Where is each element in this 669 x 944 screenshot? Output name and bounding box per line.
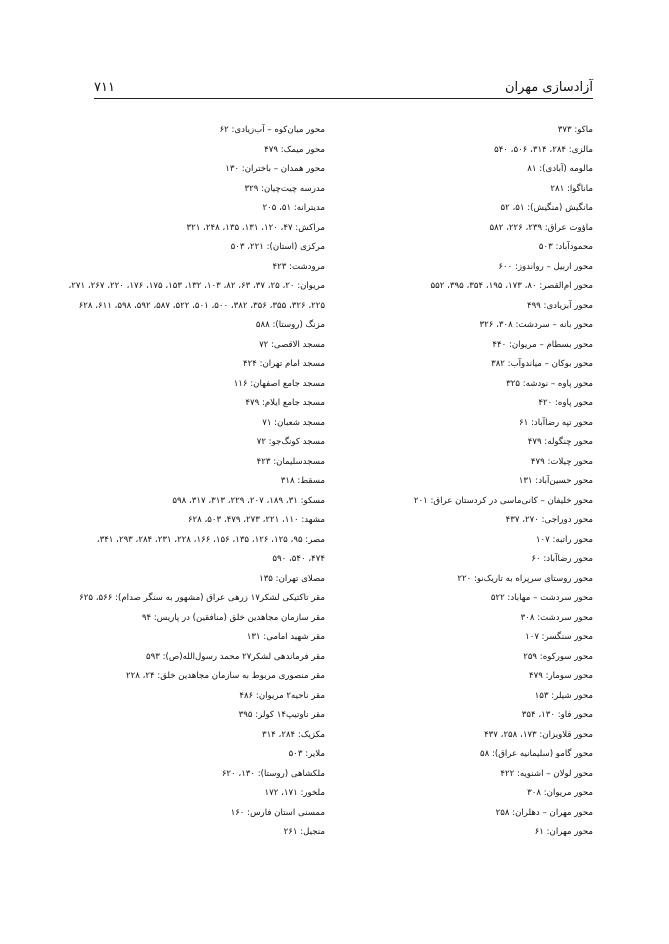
index-entry: مالومه (آبادی): ۸۱ (527, 164, 593, 174)
index-entry: محور چیلات: ۴۷۹ (530, 456, 593, 467)
index-entry: مقر تاکتیکی لشکر۱۷ زرهی عراق (مشهور به سنگر صدام): ۵۶۶، ۶۲۵ (79, 593, 325, 603)
index-entry: مریوان: ۲۰، ۲۵، ۳۷، ۶۳، ۸۲، ۱۰۳، ۱۳۲، ۱۵۳، ۱۷۵، ۱۷۶، ۲۲۰، ۲۶۷، ۲۷۱، (68, 281, 325, 291)
index-entry: ممسنی استان فارس: ۱۶۰ (230, 807, 325, 818)
index-entry: مسجد امام تهران: ۴۲۴ (242, 359, 325, 369)
page-number: ۷۱۱ (94, 80, 115, 95)
index-entry: مسکو: ۳۱، ۱۸۹، ۲۰۷، ۲۲۹، ۳۱۳، ۳۱۷، ۵۹۸ (172, 495, 325, 506)
index-entry: مسقط: ۳۱۸ (280, 476, 325, 486)
index-entry: محور فاو: ۱۳۰، ۳۵۴ (521, 710, 593, 720)
index-column-right (353, 121, 593, 843)
index-entry: محور میان‌کوه – آب‌زیادی: ۶۲ (219, 125, 325, 135)
index-entry: محور حسین‌آباد: ۱۳۱ (518, 476, 593, 486)
index-entry: ماؤوت عراق: ۲۳۹، ۲۲۶، ۵۸۲ (489, 222, 593, 233)
index-entry: مشهد: ۱۱۰، ۲۲۱، ۲۷۳، ۴۷۹، ۵۰۳، ۶۲۸ (187, 515, 325, 525)
index-entry: محور ام‌القصر: ۸۰، ۱۷۳، ۱۹۵، ۳۵۴، ۳۹۵، ۵۵۲ (430, 281, 593, 291)
index-entry: محور پاوه – نودشه: ۳۲۵ (506, 378, 593, 389)
index-entry: منجیل: ۲۶۱ (283, 827, 325, 837)
index-entry: مرودشت: ۴۲۳ (272, 261, 325, 272)
index-entry: محور سردشت – مهاباد: ۵۲۲ (490, 593, 593, 603)
index-entry: محور بوکان – میاندوآب: ۳۸۲ (491, 359, 593, 369)
index-entry: محور سردشت: ۳۰۸ (520, 612, 593, 623)
index-entry: مقر منصوری مربوط به سازمان مجاهدین خلق: ۲۴، ۲۲۸ (126, 671, 325, 681)
index-entry: محور آبزیادی: ۴۹۹ (526, 300, 593, 311)
index-entry: مسجد کونگ‌جو: ۷۲ (256, 437, 325, 447)
index-entry: محور گامو (سلیمانیه عراق): ۵۸ (480, 749, 593, 759)
index-entry: ۲۲۵، ۳۲۶، ۳۵۵، ۳۵۶، ۳۸۲، ۵۰۰، ۵۰۱، ۵۲۲، ۵۸۷، ۵۹۲، ۵۹۸، ۶۱۱، ۶۲۸ (78, 300, 325, 311)
index-entry: ملکشاهی (روستا): ۱۳۰، ۶۲۰ (221, 768, 325, 779)
index-entry: محور سورکوه: ۲۵۹ (523, 651, 593, 662)
index-entry: ملخور: ۱۷۱، ۱۷۲ (264, 788, 325, 798)
index-entry: مصر: ۹۵، ۱۲۵، ۱۲۶، ۱۳۵، ۱۵۶، ۱۶۶، ۲۲۸، ۲۳۱، ۲۸۴، ۲۹۳، ۳۴۱، (96, 534, 325, 545)
index-entry: محور روستای سرپراه به تاریک‌نو: ۲۲۰ (457, 573, 593, 584)
index-entry: مسجدسلیمان: ۴۲۳ (256, 456, 325, 467)
index-entry: محور راتبه: ۱۰۷ (535, 534, 593, 545)
index-entry: محور مهران: ۶۱ (534, 827, 593, 837)
index-entry: محور دوراجی: ۲۷۰، ۴۳۷ (505, 515, 593, 525)
index-entry: محور اربیل – رواندوز: ۶۰۰ (498, 261, 593, 272)
index-column-left (65, 121, 325, 843)
index-entry: ماناگوا: ۲۸۱ (550, 183, 593, 194)
index-entry: محور بانه – سردشت: ۳۰۸، ۳۲۶ (479, 320, 593, 330)
index-entry: مسجد الاقصی: ۷۲ (259, 339, 325, 350)
index-entry: مقر فرماندهی لشکر۲۷ محمد رسول‌الله(ص): ۵۹۳ (145, 651, 325, 662)
index-entry: محور میمک: ۴۷۹ (264, 144, 325, 155)
index-entry: محور خلیفان – کانی‌ماسی در کردستان عراق: ۲۰۱ (413, 495, 593, 506)
index-entry: ۴۷۴، ۵۴۰، ۵۹۰ (272, 554, 325, 564)
index-entry: مرکزی (استان): ۲۲۱، ۵۰۳ (230, 242, 325, 252)
index-entry: مزنگ (روستا): ۵۸۸ (255, 320, 325, 330)
index-entry: محور سنگسر: ۱۰۷ (525, 632, 593, 642)
index-entry: مصلای تهران: ۱۳۵ (259, 573, 325, 584)
index-entry: مقر ناحیه۲ مریوان: ۴۸۶ (239, 690, 325, 701)
running-header-title: آزادسازی مهران (504, 80, 593, 95)
index-entry: مقر سازمان مجاهدین خلق (منافقین) در پاریس: ۹۴ (141, 612, 325, 623)
index-entry: محور مهران – دهلران: ۲۵۸ (495, 807, 593, 818)
index-entry: محور چنگوله: ۴۷۹ (527, 437, 593, 447)
index-entry: محور پاوه: ۴۲۰ (538, 398, 593, 408)
index-entry: مالزی: ۲۸۴، ۳۱۴، ۵۰۶، ۵۴۰ (494, 144, 593, 155)
index-entry: مراکش: ۴۷، ۱۲۰، ۱۳۱، ۱۳۵، ۲۴۸، ۳۲۱ (186, 222, 325, 233)
index-entry: محور همدان – باختران: ۱۳۰ (225, 164, 325, 174)
index-entry: محور قلاویزان: ۱۷۳، ۲۵۸، ۴۳۷ (484, 729, 593, 740)
index-entry: مدیترانه: ۵۱، ۲۰۵ (262, 203, 325, 213)
index-entry: محور بسطام – مریوان: ۴۴۰ (492, 339, 593, 350)
index-entry: ملایر: ۵۰۳ (288, 749, 325, 759)
index-entry: مسجد شعبان: ۷۱ (262, 417, 325, 428)
index-entry: مقر ناوتیپ۱۴ کولر: ۳۹۵ (238, 710, 325, 720)
index-entry: مقر شهید امامی: ۱۳۱ (246, 632, 325, 642)
index-entry: مسجد جامع ایلام: ۴۷۹ (245, 398, 325, 408)
index-entry: محور سومار: ۴۷۹ (529, 671, 593, 681)
header-rule (94, 98, 593, 99)
index-entry: محور رضاآباد: ۶۰ (531, 554, 593, 564)
index-entry: محور تپه رضاآباد: ۶۱ (519, 417, 593, 428)
index-entry: محمودآباد: ۵۰۳ (538, 242, 593, 252)
index-entry: مدرسه چیت‌چیان: ۳۲۹ (244, 183, 325, 194)
index-entry: محور مریوان: ۳۰۸ (527, 788, 593, 798)
index-entry: مانگیش (منگیش): ۵۱، ۵۲ (500, 203, 593, 213)
index-entry: ماکو: ۳۷۳ (557, 125, 593, 135)
index-entry: مسجد جامع اصفهان: ۱۱۶ (233, 378, 325, 389)
index-entry: مکزیک: ۲۸۴، ۳۱۴ (261, 729, 325, 740)
index-entry: محور لولان – اشنویه: ۴۲۲ (500, 768, 593, 779)
index-entry: محور شیلر: ۱۵۳ (534, 690, 593, 701)
